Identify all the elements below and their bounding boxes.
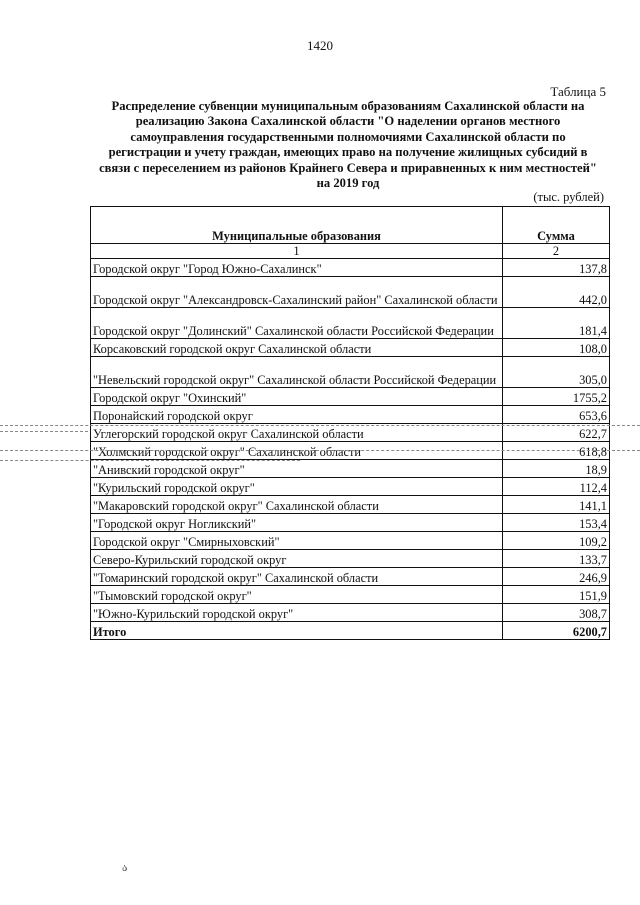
scan-artifact-line [0,460,300,461]
table-row [91,532,610,550]
title-line: регистрации и учету граждан, имеющих право на получение жилищных субсидий в [108,145,588,160]
amount-value: 653,6 [503,406,610,424]
municipality-name: Корсаковский городской округ Сахалинской области [91,339,503,357]
amount-value: 181,4 [503,308,610,339]
municipality-name: "Анивский городской округ" [91,460,503,478]
column-number: 1 [91,244,503,259]
municipality-name: "Южно-Курильский городской округ" [91,604,503,622]
table-row [91,478,610,496]
document-title [88,99,608,191]
column-header-municipality: Муниципальные образования [91,207,503,244]
column-header-amount: Сумма [503,207,610,244]
amount-value: 151,9 [503,586,610,604]
amount-value: 133,7 [503,550,610,568]
table-row [91,277,610,308]
page-number: 1420 [307,38,333,53]
column-number-row [91,244,610,259]
municipality-name: "Курильский городской округ" [91,478,503,496]
table-row [91,568,610,586]
municipality-name: "Городской округ Ногликский" [91,514,503,532]
title-line: на 2019 год [316,176,380,191]
amount-value: 618,8 [503,442,610,460]
amount-value: 308,7 [503,604,610,622]
amount-value: 1755,2 [503,388,610,406]
total-value: 6200,7 [503,622,610,640]
total-label: Итого [91,622,503,640]
amount-value: 153,4 [503,514,610,532]
municipality-name: "Холмский городской округ" Сахалинской области [91,442,503,460]
table-row [91,259,610,277]
title-line: Распределение субвенции муниципальным образованиям Сахалинской области на [111,99,585,113]
title-line: реализацию Закона Сахалинской области "О наделении органов местного [135,114,561,129]
table-row [91,357,610,388]
scan-artifact-mark: ა [122,863,128,874]
table-label: Таблица 5 [550,84,606,99]
amount-value: 112,4 [503,478,610,496]
table-header-row [91,207,610,244]
subsidy-table [90,206,610,640]
table-row [91,604,610,622]
table-row [91,514,610,532]
amount-value: 137,8 [503,259,610,277]
table-row [91,424,610,442]
municipality-name: "Тымовский городской округ" [91,586,503,604]
municipality-name: "Невельский городской округ" Сахалинской области Российской Федерации [91,357,503,388]
table-row [91,550,610,568]
scan-artifact-line [0,450,640,451]
column-number: 2 [503,244,610,259]
table-row [91,339,610,357]
municipality-name: Городской округ "Смирныховский" [91,532,503,550]
title-line: самоуправления государственными полномочиями Сахалинской области по [130,129,566,144]
municipality-name: Городской округ "Охинский" [91,388,503,406]
municipality-name: "Макаровский городской округ" Сахалинской области [91,496,503,514]
municipality-name: "Томаринский городской округ" Сахалинской области [91,568,503,586]
amount-value: 305,0 [503,357,610,388]
municipality-name: Углегорский городской округ Сахалинской области [91,424,503,442]
amount-value: 141,1 [503,496,610,514]
table-row [91,406,610,424]
amount-value: 442,0 [503,277,610,308]
amount-value: 246,9 [503,568,610,586]
amount-value: 109,2 [503,532,610,550]
municipality-name: Городской округ "Город Южно-Сахалинск" [91,259,503,277]
units-label: (тыс. рублей) [533,190,604,204]
municipality-name: Городской округ "Александровск-Сахалинский район" Сахалинской области [91,277,503,308]
municipality-name: Северо-Курильский городской округ [91,550,503,568]
scan-artifact-line [0,431,88,432]
table-row [91,496,610,514]
municipality-name: Городской округ "Долинский" Сахалинской области Российской Федерации [91,308,503,339]
table-row [91,460,610,478]
total-row [91,622,610,640]
table-row [91,586,610,604]
amount-value: 108,0 [503,339,610,357]
scan-artifact-line [0,425,640,426]
title-line: связи с переселением из районов Крайнего Севера и приравненных к ним местностей" [99,160,597,175]
table-row [91,308,610,339]
amount-value: 622,7 [503,424,610,442]
municipality-name: Поронайский городской округ [91,406,503,424]
amount-value: 18,9 [503,460,610,478]
table-row [91,388,610,406]
